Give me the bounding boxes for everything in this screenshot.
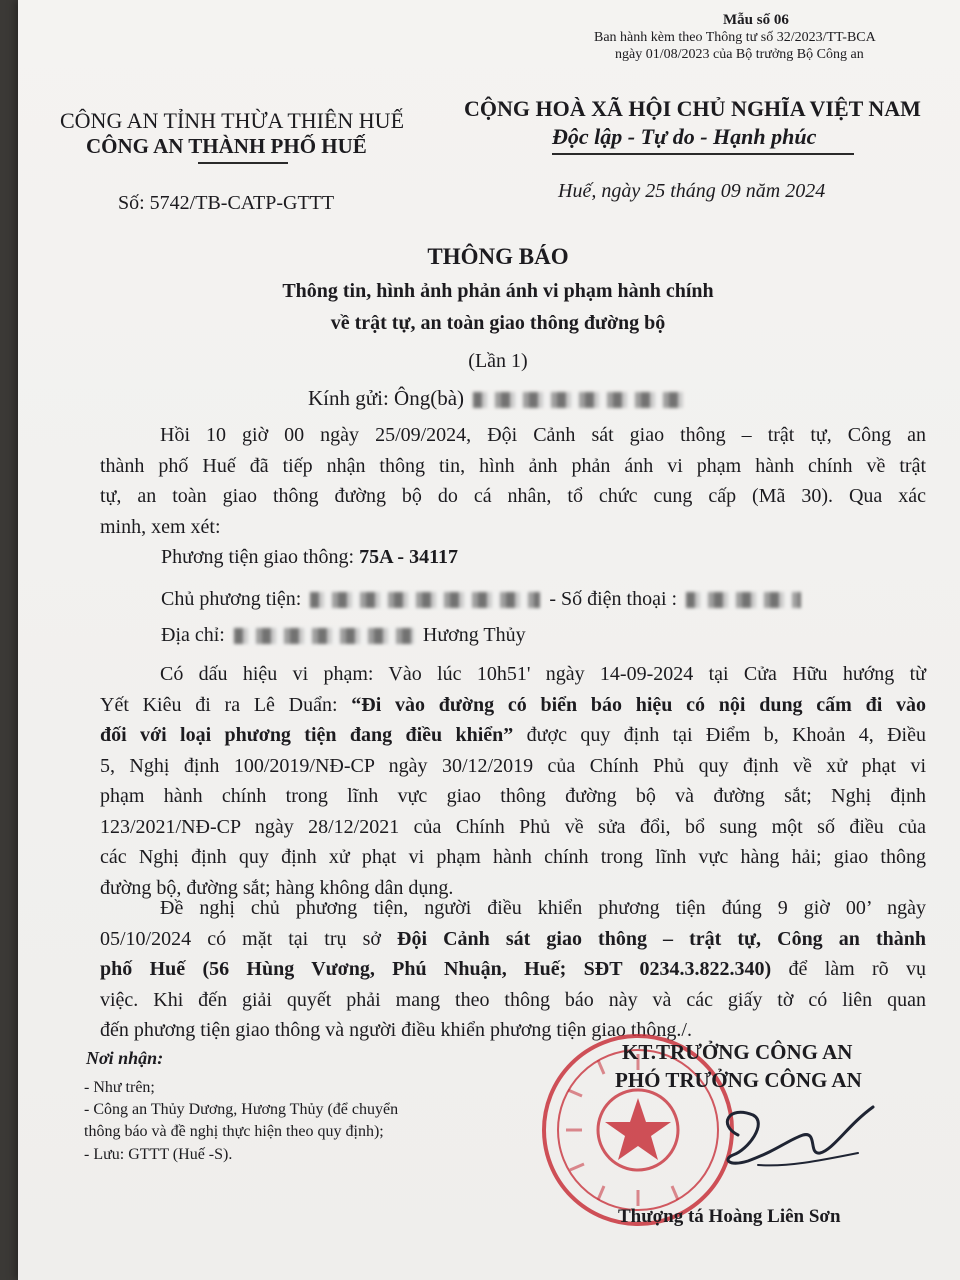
recipient-item: - Công an Thủy Dương, Hương Thủy (để chuyển <box>84 1101 399 1118</box>
address-line <box>161 624 526 647</box>
motto-underline <box>552 153 854 155</box>
violation-line: các Nghị định quy định xử phạt vi phạm hành chính trong lĩnh vực hàng hải; giao thông <box>100 846 926 868</box>
issuing-organization: CÔNG AN THÀNH PHỐ HUẾ <box>86 134 367 158</box>
addressee-label: Kính gửi: Ông(bà) <box>308 386 465 410</box>
national-title: CỘNG HOÀ XÃ HỘI CHỦ NGHĨA VIỆT NAM <box>464 96 921 121</box>
violation-line: 5, Nghị định 100/2019/NĐ-CP ngày 30/12/2019 của Chính Phủ quy định về xử phạt vi <box>100 754 926 777</box>
addressee-line <box>308 386 687 411</box>
signatory-name: Thượng tá Hoàng Liên Sơn <box>618 1206 841 1227</box>
intro-line: Hồi 10 giờ 00 ngày 25/09/2024, Đội Cảnh sát giao thông – trật tự, Công an <box>160 424 926 446</box>
violation-line: phạm hành chính trong lĩnh vực giao thông đường bộ và đường sắt; Nghị định <box>100 785 926 807</box>
redacted-name <box>473 392 683 408</box>
document-title: THÔNG BÁO <box>427 244 569 269</box>
form-number: Mẫu số 06 <box>723 12 789 28</box>
owner-line <box>161 588 805 611</box>
recipient-item: thông báo và đề nghị thực hiện theo quy định); <box>84 1123 384 1140</box>
license-plate: 75A - 34117 <box>359 546 458 568</box>
request-office-address: phố Huế (56 Hùng Vương, Phú Nhuận, Huế; SĐT 0234.3.822.340) <box>100 958 772 980</box>
redacted-address <box>234 628 414 644</box>
document-page <box>18 0 960 1280</box>
address-label: Địa chỉ: <box>161 624 225 646</box>
violation-line <box>100 720 926 751</box>
intro-paragraph <box>100 420 926 542</box>
violation-paragraph <box>100 659 926 903</box>
intro-line: thành phố Huế đã tiếp nhận thông tin, hình ảnh phản ánh vi phạm hành chính về trật <box>100 454 926 477</box>
request-line: việc. Khi đến giải quyết phải mang theo thông báo này và các giấy tờ có liên quan <box>100 988 926 1011</box>
violation-line: Có dấu hiệu vi phạm: Vào lúc 10h51' ngày 14-09-2024 tại Cửa Hữu hướng từ <box>160 663 926 685</box>
request-line: đến phương tiện giao thông và người điều khiển phương tiện giao thông./. <box>100 1019 692 1041</box>
request-line <box>100 954 926 985</box>
violation-line <box>100 690 926 721</box>
violation-location: Yết Kiêu đi ra Lê Duẩn: <box>100 693 352 716</box>
request-line <box>100 924 926 955</box>
request-text: để làm rõ vụ <box>771 958 926 980</box>
address-district: Hương Thủy <box>422 624 526 646</box>
phone-label: - Số điện thoại : <box>549 588 678 610</box>
recipient-item: - Như trên; <box>84 1079 155 1096</box>
notice-round: (Lần 1) <box>468 350 528 372</box>
document-number: Số: 5742/TB-CATP-GTTT <box>118 192 335 214</box>
vehicle-label: Phương tiện giao thông: <box>161 546 360 568</box>
recipients-heading: Nơi nhận: <box>86 1048 164 1068</box>
organization-underline <box>198 162 288 164</box>
request-line: Đề nghị chủ phương tiện, người điều khiển phương tiện đúng 9 giờ 00’ ngày <box>160 897 926 919</box>
intro-line: tự, an toàn giao thông đường bộ do cá nhân, tổ chức cung cấp (Mã 30). Qua xác <box>100 485 926 507</box>
request-office: Đội Cảnh sát giao thông – trật tự, Công an thành <box>397 927 926 950</box>
violation-line: đường bộ, đường sắt; hàng không dân dụng. <box>100 876 454 899</box>
redacted-phone <box>686 592 801 608</box>
owner-label: Chủ phương tiện: <box>161 588 302 610</box>
signatory-title-line1: KT.TRƯỞNG CÔNG AN <box>622 1040 853 1064</box>
form-reference-line1: Ban hành kèm theo Thông tư số 32/2023/TT-BCA <box>594 30 876 45</box>
document-subtitle-line1: Thông tin, hình ảnh phản ánh vi phạm hành chính <box>282 280 714 302</box>
violation-line: 123/2021/NĐ-CP ngày 28/12/2021 của Chính Phủ về sửa đổi, bổ sung một số điều của <box>100 815 926 838</box>
place-and-date: Huế, ngày 25 tháng 09 năm 2024 <box>558 180 826 202</box>
national-motto: Độc lập - Tự do - Hạnh phúc <box>552 124 817 149</box>
request-paragraph <box>100 893 926 1046</box>
vehicle-line <box>161 546 458 569</box>
signatory-title-line2: PHÓ TRƯỞNG CÔNG AN <box>615 1068 862 1092</box>
handwritten-signature <box>708 1095 888 1185</box>
recipient-item: - Lưu: GTTT (Huế -S). <box>84 1146 233 1163</box>
parent-organization: CÔNG AN TỈNH THỪA THIÊN HUẾ <box>60 108 405 133</box>
intro-line: minh, xem xét: <box>100 515 221 538</box>
request-text: 05/10/2024 có mặt tại trụ sở <box>100 927 398 950</box>
redacted-owner <box>310 592 540 608</box>
document-subtitle-line2: về trật tự, an toàn giao thông đường bộ <box>330 312 666 334</box>
violation-description-end: đối với loại phương tiện đang điều khiển” <box>100 724 514 746</box>
violation-description: “Đi vào đường có biển báo hiệu có nội dung cấm đi vào <box>351 693 927 716</box>
violation-legal-basis: được quy định tại Điểm b, Khoản 4, Điều <box>513 724 926 746</box>
form-reference-line2: ngày 01/08/2023 của Bộ trưởng Bộ Công an <box>615 47 864 62</box>
